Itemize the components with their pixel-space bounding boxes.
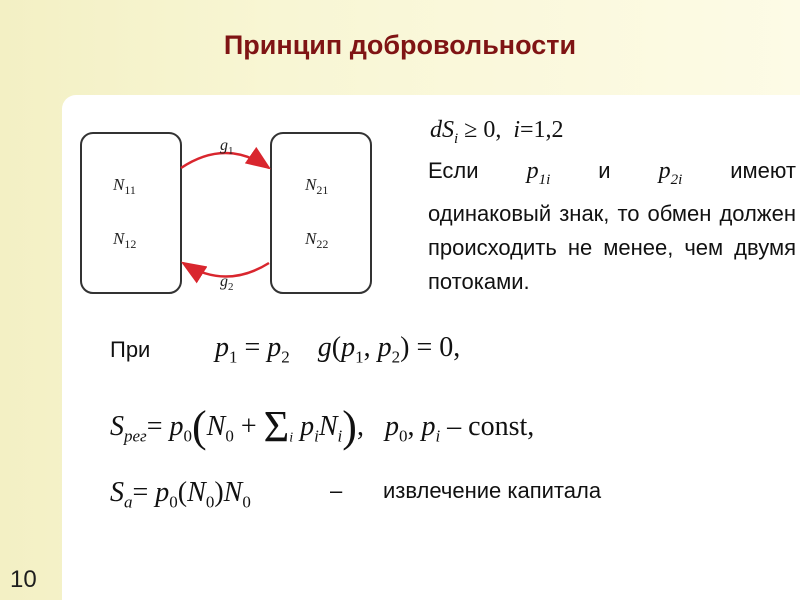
label-n21: $N_{21}$	[305, 175, 329, 197]
condition-formula: $p_1 = p_2$ $g(p_1$, $p_2) = 0$,	[215, 332, 461, 367]
slide-number: 10	[10, 566, 37, 593]
formula-s-reg: $S_{рег}= p_0(N_0 + \Sigma_i$ $p_iN_i$), $p_0$, $p_i$ – const,	[110, 402, 535, 451]
extraction-text: извлечение капитала	[383, 478, 602, 503]
dash: –	[330, 478, 343, 503]
exchange-diagram	[70, 120, 380, 300]
formula-s-a: $S_a= p_0(N_0)N_0$	[110, 477, 251, 512]
label-g2: $g_2$	[220, 273, 234, 293]
paragraph-condition: Если $p_{1i}$ и $p_{2i}$ имеют одинаковый знак, то обмен должен происходить не менее, чем двумя потоками.	[428, 158, 797, 294]
equation-dsi: $dS_i \ge 0$, i=1,2	[430, 117, 564, 147]
condition-label: При	[110, 337, 151, 362]
arrow-g1	[181, 153, 269, 168]
left-box	[81, 133, 181, 293]
label-n11: $N_{11}$	[113, 175, 136, 197]
label-n12: $N_{12}$	[113, 229, 137, 251]
label-g1: $g_1$	[220, 137, 234, 157]
slide-title: Принцип добровольности	[223, 30, 577, 60]
right-box	[271, 133, 371, 293]
label-n22: $N_{22}$	[305, 229, 329, 251]
